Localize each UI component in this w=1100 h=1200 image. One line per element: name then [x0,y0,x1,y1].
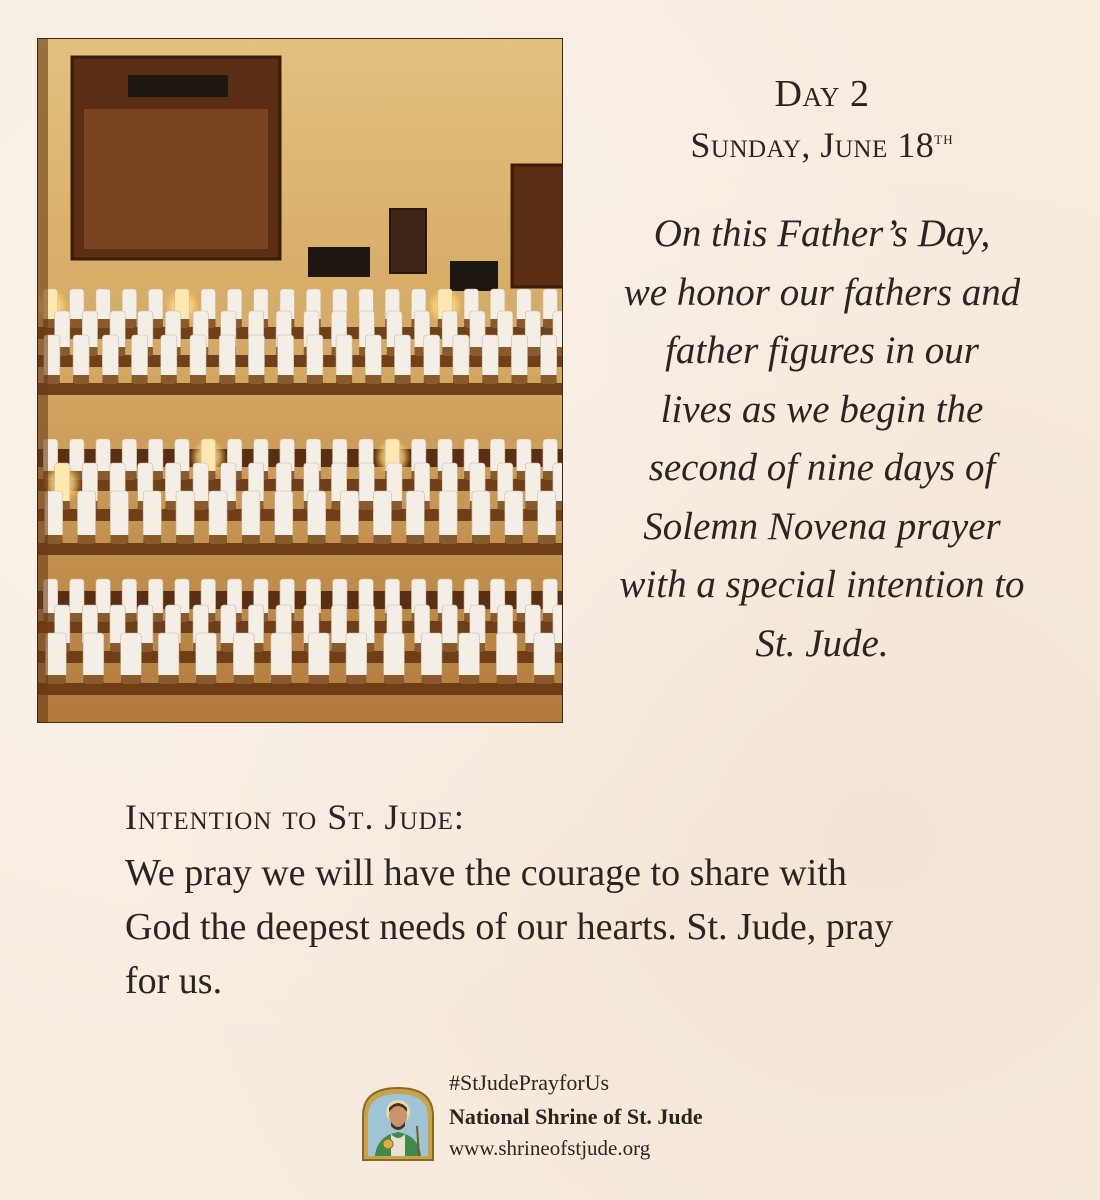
day-label: Day 2 [774,73,870,115]
plaque-small [390,209,426,273]
message-line: we honor our fathers and [623,270,1021,314]
date-suffix: th [934,128,954,148]
candle-holder [346,675,367,683]
candle-holder [96,613,110,621]
intention-line: We pray we will have the courage to share with [125,852,847,894]
sign-left [308,247,370,277]
fathers-day-message [592,205,1052,673]
hashtag: #StJudePrayforUs [449,1070,610,1095]
candle-holder [482,375,498,383]
intention-line: for us. [125,960,223,1002]
plaque-board-right [512,165,563,287]
candle-holder [190,375,206,383]
candle-holder [46,675,67,683]
candle-holder [73,375,89,383]
candle-holder [110,535,128,543]
candle-holder [538,535,556,543]
candle-holder [424,375,440,383]
candle-holder [102,375,118,383]
intention-text [125,846,985,1008]
candle-holder [307,375,323,383]
rack-post-left [38,39,48,723]
candle-rack-illustration [38,39,563,723]
intention-line: God the deepest needs of our hearts. St. Jude, pray [125,906,894,948]
plaque-title-left [128,75,228,97]
shelf-step [38,683,563,695]
candle-holder [77,535,95,543]
plaque-grid-left [84,109,268,249]
candle-holder [96,319,110,327]
candle-holder [96,471,110,479]
candle-holder [421,675,442,683]
candle-holder [308,535,326,543]
candle-holder [496,675,517,683]
candle-holder [373,535,391,543]
message-line: Solemn Novena prayer [643,504,1001,548]
candle-holder [70,319,84,327]
candle-holder [271,675,292,683]
candle-holder [278,375,294,383]
candle-holder [395,375,411,383]
message-line: father figures in our [665,329,979,372]
candle-holder [143,535,161,543]
candle-holder [442,643,457,651]
message-line: lives as we begin the [660,387,984,431]
candle-holder [384,675,405,683]
candle-holder [209,535,227,543]
candle-holder [242,535,260,543]
candle-holder [193,501,208,509]
shelf-step [38,383,563,395]
candle-holder [439,535,457,543]
candle-holder [70,613,84,621]
message-line: St. Jude. [755,621,889,665]
candle-holder [365,375,381,383]
candle-holder [511,375,527,383]
candle-holder [331,643,346,651]
votive-candles-photo [37,38,563,723]
candle-holder [219,375,235,383]
candle-holder [541,375,557,383]
candle-holder [176,535,194,543]
candle-holder [233,675,254,683]
day-date [592,124,1052,166]
candle-holder [248,375,264,383]
message-line: On this Father’s Day, [653,212,991,255]
candle-holder [340,535,358,543]
candle-holder [505,535,523,543]
candle-holder [453,375,469,383]
shelf-step [38,543,563,555]
intention-heading: Intention to St. Jude: [125,797,465,837]
message-line: with a special intention to [619,563,1025,606]
candle-holder [498,347,513,355]
candle-holder [309,675,330,683]
candle-holder [336,375,352,383]
candle-holder [359,501,374,509]
date-text: Sunday, June 18 [690,125,935,165]
candle-holder [472,535,490,543]
sign-right [450,261,498,291]
candle-holder [275,535,293,543]
candle-holder [132,375,148,383]
candle-holder [196,675,217,683]
candle-holder [161,375,177,383]
candle-holder [534,675,555,683]
candle-holder [158,675,179,683]
candle-holder [459,675,480,683]
shrine-url[interactable]: www.shrineofstjude.org [449,1136,651,1160]
candle-holder [121,675,142,683]
candle-holder [406,535,424,543]
st-jude-portrait-icon [361,1086,435,1162]
shrine-name: National Shrine of St. Jude [449,1104,703,1129]
message-line: second of nine days of [648,446,996,489]
candle-holder [83,675,104,683]
shelf-step [38,651,563,663]
